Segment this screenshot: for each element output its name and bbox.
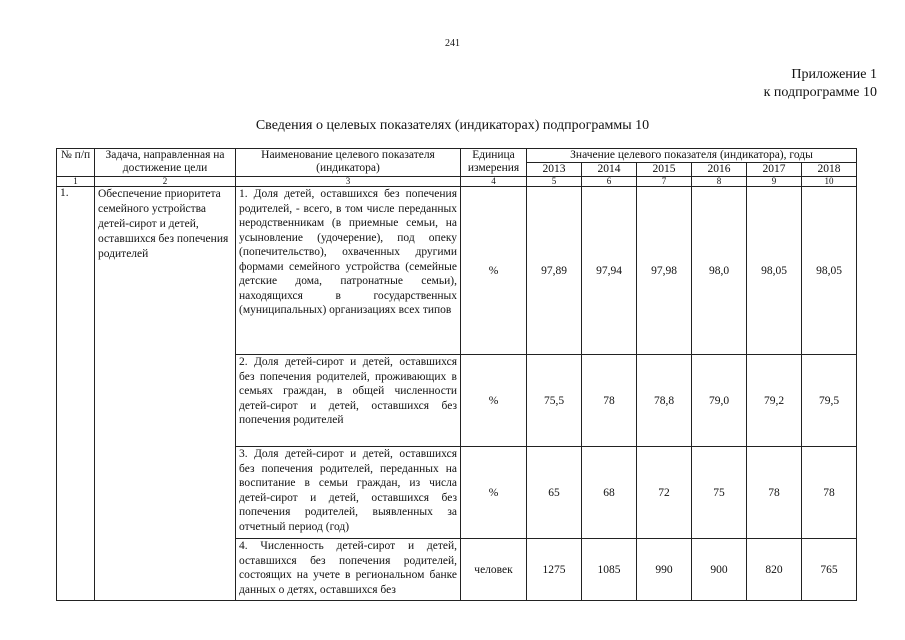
indicator-cell: 2. Доля детей-сирот и детей, оставшихся без попечения родителей, проживающих в семьях граждан, в общей численности детей-сирот и детей, оставшихся без попечения родителей xyxy=(236,355,461,447)
value-cell: 72 xyxy=(637,447,692,539)
value-cell: 78,8 xyxy=(637,355,692,447)
header-unit: Единица измерения xyxy=(461,149,527,177)
appendix-line-1: Приложение 1 xyxy=(791,67,877,82)
header-values: Значение целевого показателя (индикатора), годы xyxy=(527,149,857,163)
value-cell: 97,94 xyxy=(582,187,637,355)
appendix-line-2: к подпрограмме 10 xyxy=(763,85,877,100)
header-year: 2018 xyxy=(802,163,857,177)
value-cell: 68 xyxy=(582,447,637,539)
value-cell: 79,5 xyxy=(802,355,857,447)
value-cell: 79,2 xyxy=(747,355,802,447)
header-year: 2013 xyxy=(527,163,582,177)
column-number: 7 xyxy=(637,177,692,187)
value-cell: 98,0 xyxy=(692,187,747,355)
header-year: 2014 xyxy=(582,163,637,177)
header-year: 2015 xyxy=(637,163,692,177)
value-cell: 65 xyxy=(527,447,582,539)
appendix-label xyxy=(764,66,877,102)
header-year: 2017 xyxy=(747,163,802,177)
unit-cell: % xyxy=(461,187,527,355)
value-cell: 98,05 xyxy=(802,187,857,355)
header-num: № п/п xyxy=(57,149,95,177)
indicator-cell: 4. Численность детей-сирот и детей, оставшихся без попечения родителей, состоящих на учете в региональном банке данных о детях, оставшихся без xyxy=(236,539,461,601)
value-cell: 765 xyxy=(802,539,857,601)
document-title: Сведения о целевых показателях (индикаторах) подпрограммы 10 xyxy=(255,118,650,133)
value-cell: 97,89 xyxy=(527,187,582,355)
column-number: 3 xyxy=(236,177,461,187)
value-cell: 98,05 xyxy=(747,187,802,355)
page-number: 241 xyxy=(445,38,460,49)
value-cell: 1275 xyxy=(527,539,582,601)
column-number: 2 xyxy=(95,177,236,187)
column-number: 4 xyxy=(461,177,527,187)
indicators-table xyxy=(56,148,857,601)
value-cell: 78 xyxy=(802,447,857,539)
value-cell: 820 xyxy=(747,539,802,601)
column-number-row xyxy=(57,177,857,187)
indicator-cell: 1. Доля детей, оставшихся без попечения родителей, - всего, в том числе переданных неродственникам (в приемные семьи, на усыновление (удочерение), под опеку (попечительство), охваченных другими формами семейного устройства (семейные детские дома, патронатные семьи), находящихся в государственных (муниципальных) организациях всех типов xyxy=(236,187,461,355)
column-number: 5 xyxy=(527,177,582,187)
header-task: Задача, направленная на достижение цели xyxy=(95,149,236,177)
column-number: 1 xyxy=(57,177,95,187)
row-number: 1. xyxy=(57,187,95,601)
value-cell: 75 xyxy=(692,447,747,539)
column-number: 6 xyxy=(582,177,637,187)
column-number: 8 xyxy=(692,177,747,187)
value-cell: 78 xyxy=(582,355,637,447)
value-cell: 97,98 xyxy=(637,187,692,355)
value-cell: 75,5 xyxy=(527,355,582,447)
header-row-1 xyxy=(57,149,857,163)
unit-cell: % xyxy=(461,447,527,539)
header-year: 2016 xyxy=(692,163,747,177)
column-number: 10 xyxy=(802,177,857,187)
value-cell: 78 xyxy=(747,447,802,539)
unit-cell: человек xyxy=(461,539,527,601)
table-row xyxy=(57,187,857,355)
task-cell: Обеспечение приоритета семейного устройства детей-сирот и детей, оставшихся без попечения родителей xyxy=(95,187,236,601)
indicator-cell: 3. Доля детей-сирот и детей, оставшихся без попечения родителей, переданных на воспитание в семьи граждан, из числа детей-сирот и детей, оставшихся без попечения родителей, выявленных за отчетный период (год) xyxy=(236,447,461,539)
header-indicator: Наименование целевого показателя (индикатора) xyxy=(236,149,461,177)
value-cell: 1085 xyxy=(582,539,637,601)
unit-cell: % xyxy=(461,355,527,447)
column-number: 9 xyxy=(747,177,802,187)
value-cell: 990 xyxy=(637,539,692,601)
value-cell: 900 xyxy=(692,539,747,601)
value-cell: 79,0 xyxy=(692,355,747,447)
